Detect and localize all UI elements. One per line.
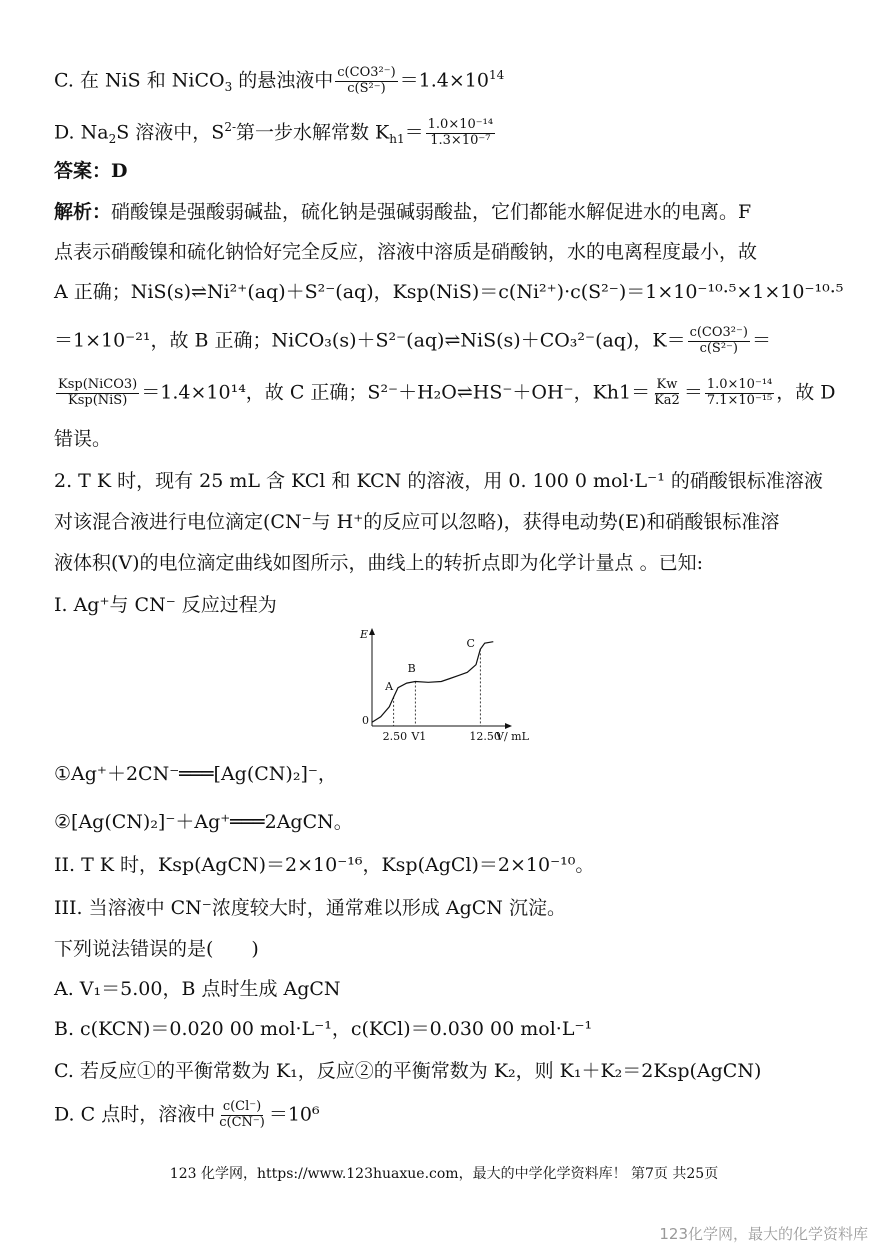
chart-dynamic xyxy=(372,637,501,743)
fraction: $\frac{Kw}{Ka2}$ xyxy=(654,377,680,408)
x-tick-label: V1 xyxy=(411,730,427,743)
answer-line: 答案：D xyxy=(54,160,128,182)
point-label-c: C xyxy=(466,636,475,650)
option-c: C. 若反应①的平衡常数为 K₁，反应②的平衡常数为 K₂，则 K₁＋K₂＝2Ksp(AgCN) xyxy=(54,1060,762,1082)
option-c-line: C. 在 NiS 和 NiCO$_3$ 的悬浊液中 $\frac{\text{c(CO3²⁻)}}{\text{c(S²⁻)}}$ $=1.4\times 10^{14}$ xyxy=(54,65,505,96)
analysis-line-4: ＝1×10⁻²¹，故 B 正确；NiCO₃(s)＋S²⁻(aq)⇌NiS(s)＋CO₃²⁻(aq)，K＝ $\frac{\text{c(CO3²⁻)}}{\text{c(S²⁻)}}$ ＝ xyxy=(54,325,771,356)
known-ii: II. T K 时，Ksp(AgCN)＝2×10⁻¹⁶，Ksp(AgCl)＝2×10⁻¹⁰。 xyxy=(54,854,595,876)
y-axis-label: E xyxy=(360,628,369,641)
analysis-line-1: 解析：硝酸镍是强酸弱碱盐，硫化钠是强碱弱酸盐，它们都能水解促进水的电离。F xyxy=(54,201,752,223)
option-a: A. V₁＝5.00，B 点时生成 AgCN xyxy=(54,978,341,1000)
analysis-line-3: A 正确；NiS(s)⇌Ni²⁺(aq)＋S²⁻(aq)，Ksp(NiS)＝c(Ni²⁺)·c(S²⁻)＝1×10⁻¹⁰·⁵×1×10⁻¹⁰·⁵ xyxy=(54,281,844,303)
analysis-line-5: $\frac{\text{Ksp(NiCO3)}}{\text{Ksp(NiS)}}$ ＝1.4×10¹⁴，故 C 正确；S²⁻＋H₂O⇌HS⁻＋OH⁻，Kh1＝ $\frac{Kw}{Ka2}$ ＝ $\frac{\text{1.0×10⁻¹⁴}}{\text{7.1×10⁻¹⁵}}$ ，故 D xyxy=(58,377,836,408)
reaction-1: ①Ag⁺＋2CN⁻═══[Ag(CN)₂]⁻， xyxy=(54,763,337,785)
titration-chart xyxy=(358,626,538,750)
question-prompt: 下列说法错误的是( ) xyxy=(54,938,259,960)
known-iii: III. 当溶液中 CN⁻浓度较大时，通常难以形成 AgCN 沉淀。 xyxy=(54,897,566,919)
fraction: $\frac{\text{Ksp(NiCO3)}}{\text{Ksp(NiS)}}$ xyxy=(58,377,138,408)
q2-line-2: 对该混合液进行电位滴定(CN⁻与 H⁺的反应可以忽略)，获得电动势(E)和硝酸银标准溶 xyxy=(54,511,780,533)
origin-label: 0 xyxy=(362,714,369,727)
y-axis-arrow xyxy=(369,628,375,635)
point-label-b: B xyxy=(407,662,416,676)
fraction: $\frac{\text{1.0×10⁻¹⁴}}{\text{7.1×10⁻¹⁵}}$ xyxy=(706,377,773,408)
q2-line-1: 2. T K 时，现有 25 mL 含 KCl 和 KCN 的溶液，用 0. 100 0 mol·L⁻¹ 的硝酸银标准溶液 xyxy=(54,470,823,492)
q2-line-4: I. Ag⁺与 CN⁻ 反应过程为 xyxy=(54,594,277,616)
fraction: $\frac{\text{c(CO3²⁻)}}{\text{c(S²⁻)}}$ xyxy=(337,65,396,96)
watermark: 123化学网，最大的化学资料库 xyxy=(659,1225,868,1243)
x-tick-label: 2.50 xyxy=(382,730,408,743)
analysis-line-2: 点表示硝酸镍和硫化钠恰好完全反应，溶液中溶质是硝酸钠，水的电离程度最小，故 xyxy=(54,241,758,263)
x-axis-label: V/ mL xyxy=(496,730,529,743)
point-label-a: A xyxy=(385,679,394,693)
fraction: $\frac{\text{1.0×10⁻¹⁴}}{\text{1.3×10⁻⁷}}$ xyxy=(427,117,494,148)
x-tick-label: 12.50 xyxy=(469,730,501,743)
analysis-line-6: 错误。 xyxy=(54,428,112,450)
page-footer: 123 化学网，https://www.123huaxue.com，最大的中学化学资料库！ 第7页 共25页 xyxy=(169,1166,719,1182)
option-d: D. C 点时，溶液中 $\frac{c(Cl^-)}{c(CN^-)}$ ＝10⁶ xyxy=(54,1099,320,1130)
fraction: $\frac{\text{c(CO3²⁻)}}{\text{c(S²⁻)}}$ xyxy=(689,325,748,356)
reaction-2: ②[Ag(CN)₂]⁻＋Ag⁺═══2AgCN。 xyxy=(54,811,353,833)
option-b: B. c(KCN)＝0.020 00 mol·L⁻¹，c(KCl)＝0.030 00 mol·L⁻¹ xyxy=(54,1018,593,1040)
fraction: $\frac{c(Cl^-)}{c(CN^-)}$ xyxy=(219,1099,265,1130)
x-axis-arrow xyxy=(505,723,512,729)
titration-chart-svg xyxy=(358,626,538,746)
q2-line-3: 液体积(V)的电位滴定曲线如图所示，曲线上的转折点即为化学计量点 。已知: xyxy=(54,552,703,574)
option-d-line: D. $Na_2S$ 溶液中，$S^{2-}$第一步水解常数 $K_{h1}=$ $\frac{\text{1.0×10⁻¹⁴}}{\text{1.3×10⁻⁷}}$ xyxy=(54,117,494,148)
